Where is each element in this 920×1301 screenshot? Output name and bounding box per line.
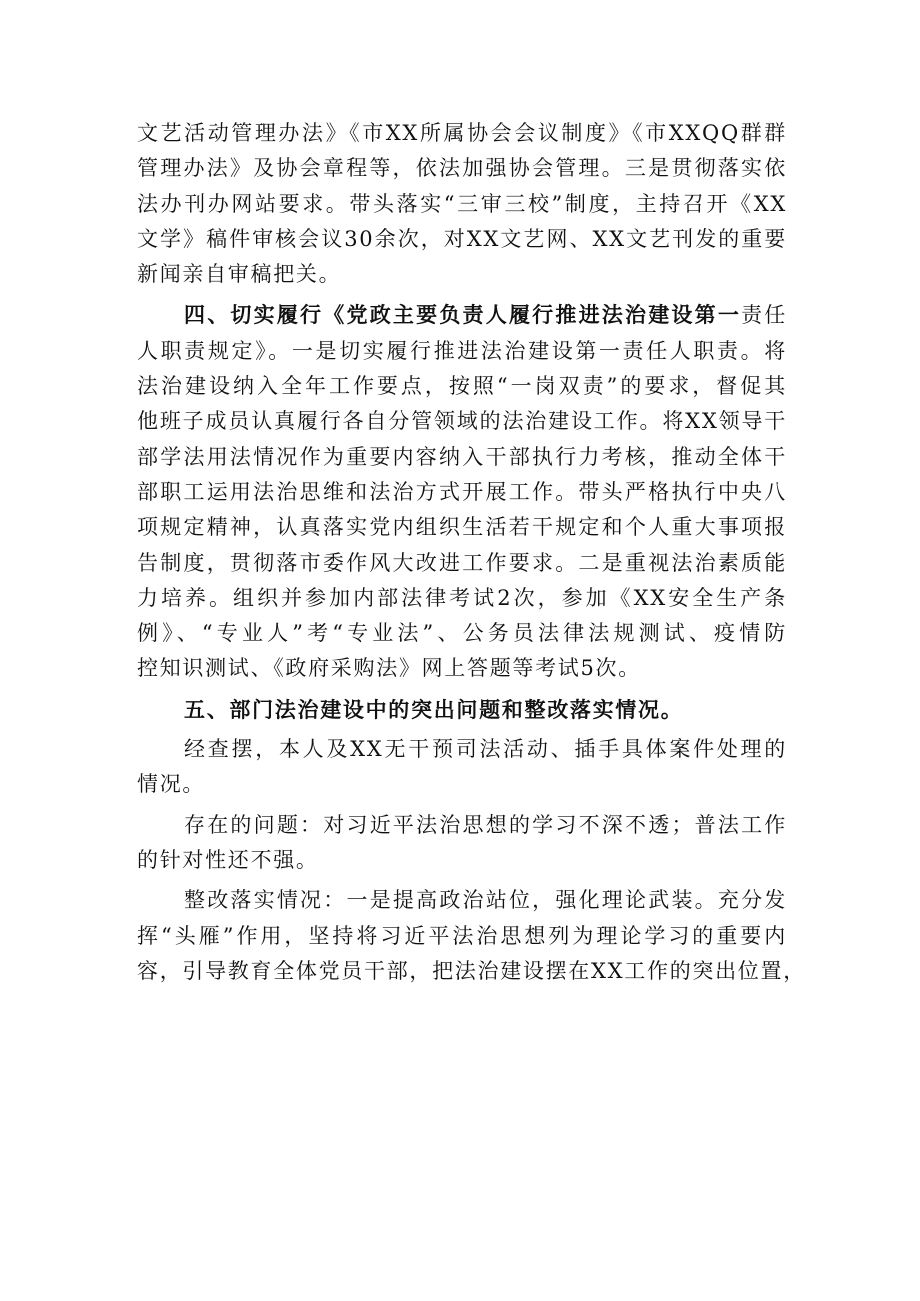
paragraph-existing-problems — [137, 808, 787, 879]
text-line: 五、部门法治建设中的突出问题和整改落实情况。 — [184, 696, 684, 722]
document-body — [137, 116, 806, 994]
text-line: 法办刊办网站要求。带头落实“三审三校”制度，主持召开《XX — [137, 191, 787, 216]
text-line: 的针对性还不强。 — [137, 847, 319, 872]
text-line: 新闻亲自审稿把关。 — [137, 262, 342, 287]
text-line: 存在的问题：对习近平法治思想的学习不深不透；普法工作 — [184, 812, 787, 837]
section-five-heading — [137, 692, 787, 727]
text-line: 力培养。组织并参加内部法律考试2次，参加《XX安全生产条 — [137, 585, 787, 610]
paragraph-self-check — [137, 732, 787, 803]
text-line: 情况。 — [137, 772, 206, 797]
text-line: 管理办法》及协会章程等，依法加强协会管理。三是贯彻落实依 — [137, 156, 787, 181]
text-line — [137, 297, 787, 333]
text-line: 文艺活动管理办法》《市XX所属协会会议制度》《市XXQQ群群 — [137, 121, 787, 145]
text-line: 控知识测试、《政府采购法》网上答题等考试5次。 — [137, 656, 641, 681]
paragraph-section-four — [137, 297, 787, 686]
text-line: 容，引导教育全体党员干部，把法治建设摆在XX工作的突出位置， — [137, 958, 806, 983]
text-line: 经查摆，本人及XX无干预司法活动、插手具体案件处理的 — [184, 737, 787, 762]
text-line: 整改落实情况：一是提高政治站位，强化理论武装。充分发 — [184, 888, 787, 913]
paragraph-rectification — [137, 883, 806, 989]
text-line: 部职工运用法治思维和法治方式开展工作。带头严格执行中央八 — [137, 479, 787, 504]
section-four-heading: 四、切实履行《党政主要负责人履行推进法治建设第一 — [184, 302, 742, 328]
paragraph-association-management — [137, 116, 787, 292]
text-line: 法治建设纳入全年工作要点，按照“一岗双责”的要求，督促其 — [137, 374, 787, 399]
text-line: 项规定精神，认真落实党内组织生活若干规定和个人重大事项报 — [137, 515, 787, 540]
text-line: 告制度，贯彻落市委作风大改进工作要求。二是重视法治素质能 — [137, 550, 787, 575]
text-line: 挥“头雁”作用，坚持将习近平法治思想列为理论学习的重要内 — [137, 923, 787, 948]
text-line: 人职责规定》。一是切实履行推进法治建设第一责任人职责。将 — [137, 338, 787, 363]
text-line: 他班子成员认真履行各自分管领域的法治建设工作。将XX领导干 — [137, 409, 787, 434]
section-four-heading-tail: 责任 — [741, 303, 787, 328]
text-line: 文学》稿件审核会议30余次，对XX文艺网、XX文艺刊发的重要 — [137, 226, 787, 251]
text-line: 例》、“专业人”考“专业法”、公务员法律法规测试、疫情防 — [137, 621, 787, 646]
text-line: 部学法用法情况作为重要内容纳入干部执行力考核，推动全体干 — [137, 444, 787, 469]
